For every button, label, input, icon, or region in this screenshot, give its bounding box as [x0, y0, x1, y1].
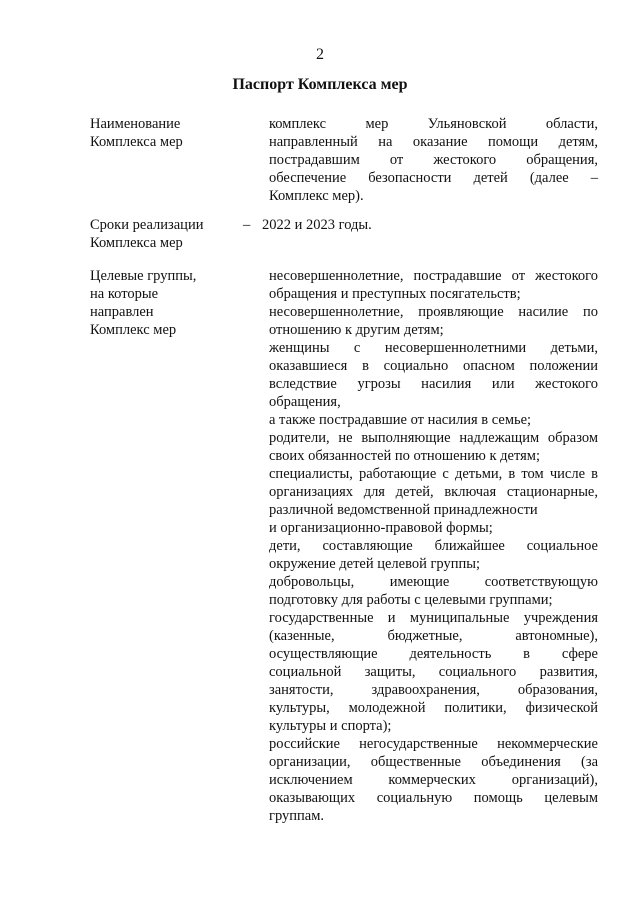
value-line: женщины с несовершеннолетними детьми,	[269, 340, 598, 356]
value-line: пострадавшим от жестокого обращения,	[269, 152, 598, 168]
value-line: различной ведомственной принадлежности	[269, 502, 538, 518]
row-value-target-groups	[269, 267, 598, 825]
label-line: Комплекс мер	[90, 322, 177, 338]
value-line: оказывающих социальную помощь целевым	[269, 790, 598, 806]
value-line: занятости, здравоохранения, образования,	[269, 682, 598, 698]
page-number: 2	[316, 46, 324, 63]
value-line: исключением коммерческих организаций),	[269, 772, 598, 788]
value-line: окружение детей целевой группы;	[269, 556, 481, 572]
value-line: вследствие угрозы насилия или жестокого	[269, 376, 598, 392]
row-label-name	[90, 115, 250, 151]
value-line: обращения,	[269, 394, 341, 410]
row-value-name	[269, 115, 598, 205]
value-line: родители, не выполняющие надлежащим образом	[269, 430, 598, 446]
label-line: направлен	[90, 304, 154, 320]
value-line: организации, общественные объединения (за	[269, 754, 598, 770]
value-line: добровольцы, имеющие соответствующую	[269, 574, 598, 590]
value-line: культуры и спорта);	[269, 718, 392, 734]
label-line: Сроки реализации	[90, 217, 204, 233]
value-line: комплекс мер Ульяновской области,	[269, 116, 598, 132]
value-line: российские негосударственные некоммерческие	[269, 736, 598, 752]
label-line: Комплекса мер	[90, 134, 183, 150]
value-line: осуществляющие деятельность в сфере	[269, 646, 598, 662]
row-label-target-groups	[90, 267, 250, 339]
value-line: обеспечение безопасности детей (далее –	[269, 170, 598, 186]
value-line: (казенные, бюджетные, автономные),	[269, 628, 598, 644]
value-line: несовершеннолетние, проявляющие насилие по	[269, 304, 598, 320]
value-line: своих обязанностей по отношению к детям;	[269, 448, 541, 464]
value-line: Комплекс мер).	[269, 188, 364, 204]
value-line: оказавшиеся в социально опасном положении	[269, 358, 598, 374]
value-line: 2022 и 2023 годы.	[262, 217, 372, 233]
value-line: отношению к другим детям;	[269, 322, 444, 338]
value-line: группам.	[269, 808, 325, 824]
value-line: несовершеннолетние, пострадавшие от жестокого	[269, 268, 598, 284]
label-line: Наименование	[90, 116, 181, 132]
row-label-terms	[90, 216, 250, 252]
value-line: подготовку для работы с целевыми группами;	[269, 592, 553, 608]
label-line: Комплекса мер	[90, 235, 183, 251]
value-line: и организационно-правовой формы;	[269, 520, 493, 536]
value-line: государственные и муниципальные учреждения	[269, 610, 598, 626]
value-line: социальной защиты, социального развития,	[269, 664, 598, 680]
row-dash: –	[243, 217, 251, 233]
row-value-terms	[262, 216, 591, 234]
value-line: направленный на оказание помощи детям,	[269, 134, 598, 150]
value-line: обращения и преступных посягательств;	[269, 286, 521, 302]
value-line: организациях для детей, включая стационарные,	[269, 484, 598, 500]
label-line: на которые	[90, 286, 159, 302]
value-line: специалисты, работающие с детьми, в том числе в	[269, 466, 598, 482]
value-line: дети, составляющие ближайшее социальное	[269, 538, 598, 554]
value-line: культуры, молодежной политики, физической	[269, 700, 598, 716]
label-line: Целевые группы,	[90, 268, 197, 284]
document-title: Паспорт Комплекса мер	[232, 76, 408, 93]
value-line: а также пострадавшие от насилия в семье;	[269, 412, 532, 428]
